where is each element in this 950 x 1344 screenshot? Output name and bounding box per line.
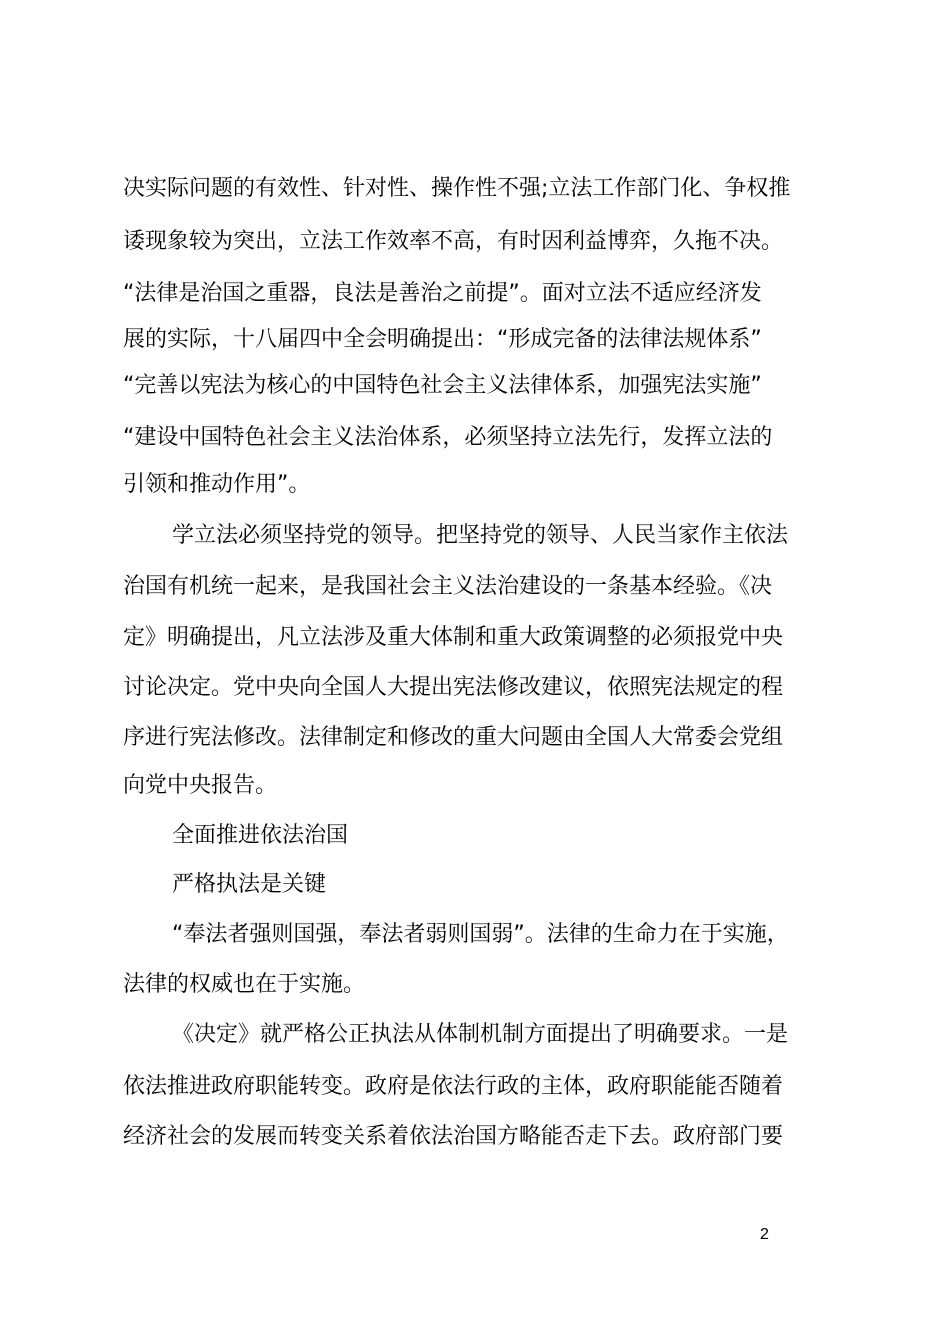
body-text-line: “法律是治国之重器，良法是善治之前提”。面对立法不适应经济发 [123, 281, 762, 306]
body-text-line: 向党中央报告。 [123, 773, 278, 798]
body-text-line: 展的实际，十八届四中全会明确提出：“形成完备的法律法规体系” [123, 327, 762, 352]
body-text-line: “完善以宪法为核心的中国特色社会主义法律体系，加强宪法实施” [123, 373, 762, 398]
page-number: 2 [760, 1226, 769, 1243]
body-text-line: 定》明确提出，凡立法涉及重大体制和重大政策调整的必须报党中央 [123, 625, 784, 650]
body-text-line: 序进行宪法修改。法律制定和修改的重大问题由全国人大常委会党组 [123, 725, 784, 750]
body-text-line: 依法推进政府职能转变。政府是依法行政的主体，政府职能能否随着 [123, 1074, 784, 1099]
body-text-line: 诿现象较为突出，立法工作效率不高，有时因利益博弈，久拖不决。 [123, 229, 784, 254]
body-text-line: “建设中国特色社会主义法治体系，必须坚持立法先行，发挥立法的 [123, 425, 773, 450]
subsection-heading: 严格执法是关键 [172, 872, 327, 897]
body-text-line: 讨论决定。党中央向全国人大提出宪法修改建议，依照宪法规定的程 [123, 675, 784, 700]
section-heading: 全面推进依法治国 [172, 823, 349, 848]
body-text-line: 经济社会的发展而转变关系着依法治国方略能否走下去。政府部门要 [123, 1124, 784, 1149]
paragraph-first-line: 《决定》就严格公正执法从体制机制方面提出了明确要求。一是 [172, 1022, 789, 1047]
body-text-line: 引领和推动作用”。 [123, 472, 311, 497]
paragraph-first-line: 学立法必须坚持党的领导。把坚持党的领导、人民当家作主依法 [172, 523, 789, 548]
body-text-line: 决实际问题的有效性、针对性、操作性不强;立法工作部门化、争权推 [123, 176, 791, 201]
body-text-line: 治国有机统一起来，是我国社会主义法治建设的一条基本经验。《决 [123, 574, 773, 599]
paragraph-first-line: “奉法者强则国强，奉法者弱则国弱”。法律的生命力在于实施， [172, 922, 789, 947]
body-text-line: 法律的权威也在于实施。 [123, 972, 366, 997]
